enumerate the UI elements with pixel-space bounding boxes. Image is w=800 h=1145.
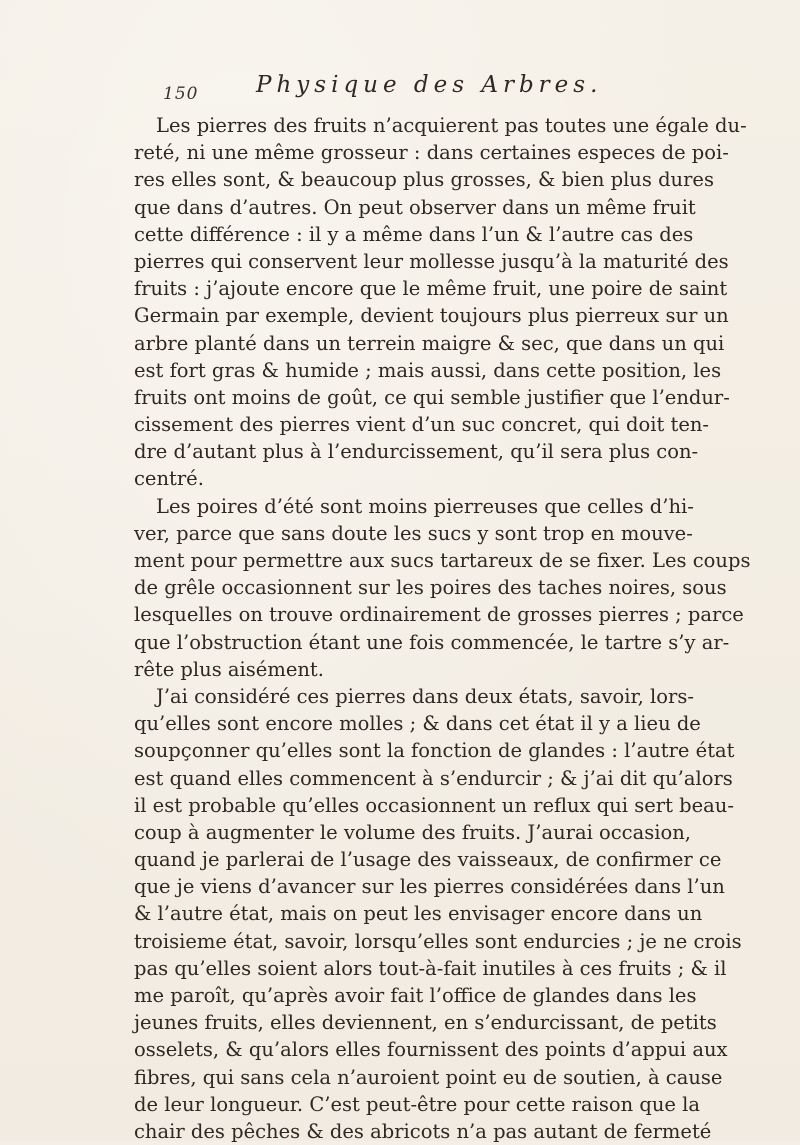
text-line: J’ai considéré ces pierres dans deux états, savoir, lors- [156,684,694,708]
text-line: dre d’autant plus à l’endurcissement, qu’il sera plus con- [134,440,699,464]
text-line: cissement des pierres vient d’un suc concret, qui doit ten- [134,413,710,437]
text-line: que je viens d’avancer sur les pierres considérées dans l’un [134,875,725,899]
text-line: ment pour permettre aux sucs tartareux de se fixer. Les coups [134,549,751,572]
text-line: que dans d’autres. On peut observer dans un même fruit [134,195,696,219]
text-line: que l’obstruction étant une fois commencée, le tartre s’y ar- [134,630,730,654]
text-line: qu’elles sont encore molles ; & dans cet état il y a lieu de [134,712,701,736]
text-line: Germain par exemple, devient toujours plus pierreux sur un [134,304,729,328]
text-line: centré. [134,467,204,491]
text-line: de grêle occasionnent sur les poires des taches noires, sous [134,576,727,600]
text-line: est fort gras & humide ; mais aussi, dans cette position, les [134,358,722,382]
body-text [134,112,751,1145]
text-line: me paroît, qu’après avoir fait l’office de glandes dans les [134,984,697,1007]
text-line: jeunes fruits, elles deviennent, en s’endurcissant, de petits [134,1011,717,1035]
text-line: pas qu’elles soient alors tout-à-fait inutiles à ces fruits ; & il [134,956,727,980]
text-line: troisieme état, savoir, lorsqu’elles sont endurcies ; je ne crois [134,929,742,953]
text-line: & l’autre état, mais on peut les envisager encore dans un [134,902,703,926]
text-line: Les pierres des fruits n’acquierent pas toutes une égale du- [156,114,747,137]
text-line: de leur longueur. C’est peut-être pour cette raison que la [134,1092,700,1116]
text-line: fruits ont moins de goût, ce qui semble justifier que l’endur- [134,385,730,409]
text-line: osselets, & qu’alors elles fournissent des points d’appui aux [134,1038,728,1062]
text-line: lesquelles on trouve ordinairement de grosses pierres ; parce [134,603,744,627]
text-line: il est probable qu’elles occasionnent un reflux qui sert beau- [134,793,734,817]
text-line: rête plus aisément. [134,657,324,681]
text-line: Les poires d’été sont moins pierreuses que celles d’hi- [156,494,694,518]
text-line: soupçonner qu’elles sont la fonction de glandes : l’autre état [134,739,735,763]
text-line: reté, ni une même grosseur : dans certaines especes de poi- [134,141,729,165]
running-title: Physique des Arbres. [256,72,603,98]
page-number: 150 [163,84,199,104]
text-line: est quand elles commencent à s’endurcir ; & j’ai dit qu’alors [134,766,733,790]
text-line: pierres qui conservent leur mollesse jusqu’à la maturité des [134,249,729,273]
text-line: fruits : j’ajoute encore que le même fruit, une poire de saint [134,277,728,301]
text-line: coup à augmenter le volume des fruits. J’aurai occasion, [134,820,691,844]
text-line: ver, parce que sans doute les sucs y sont trop en mouve- [134,521,693,545]
text-line: chair des pêches & des abricots n’a pas autant de fermeté [134,1119,712,1143]
text-line: quand je parlerai de l’usage des vaisseaux, de confirmer ce [134,848,722,872]
text-line: res elles sont, & beaucoup plus grosses, & bien plus dures [134,168,714,192]
text-line: fibres, qui sans cela n’auroient point eu de soutien, à cause [134,1065,723,1089]
text-line: arbre planté dans un terrein maigre & sec, que dans un qui [134,331,725,355]
page-header [163,72,663,112]
text-line: cette différence : il y a même dans l’un & l’autre cas des [134,222,694,246]
